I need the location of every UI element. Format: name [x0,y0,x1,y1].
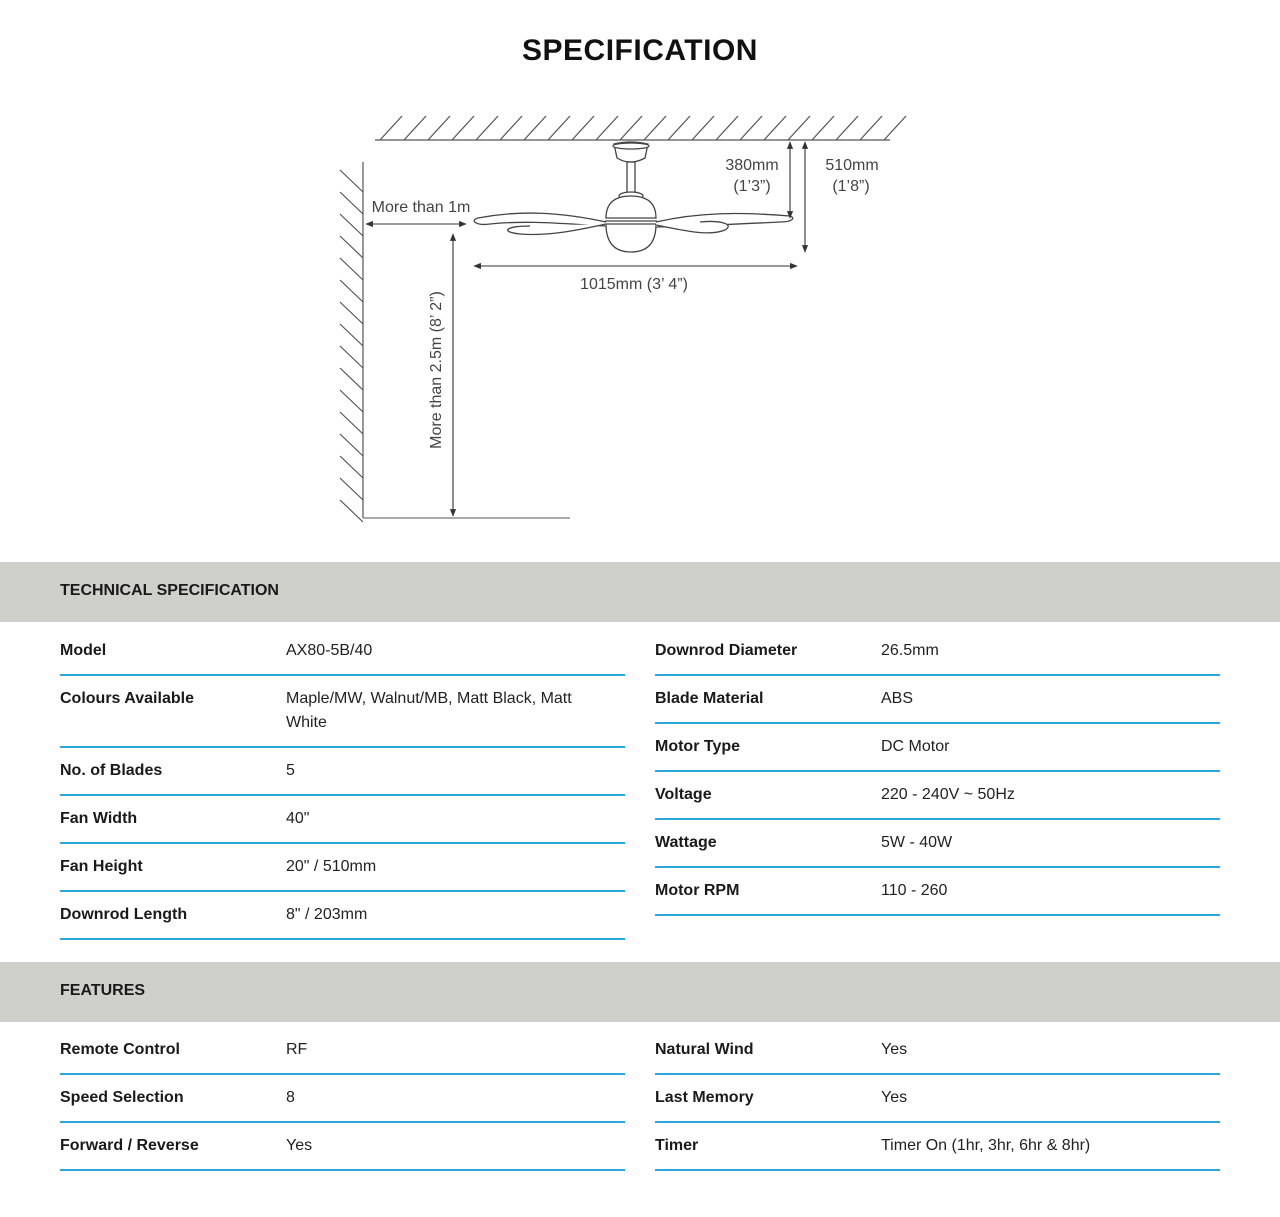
dim-label-510-imperial: (1’8”) [832,178,870,195]
dim-label-wall-clearance: More than 1m [371,199,471,216]
dim-label-width: 1015mm (3’ 4”) [580,276,688,293]
spec-row [60,1027,625,1075]
spec-value: 110 - 260 [881,882,948,899]
page-title: SPECIFICATION [522,34,758,67]
spec-label: Downrod Diameter [655,642,798,659]
features-right-column [655,1027,1220,1171]
spec-value: ABS [881,690,914,707]
spec-row [655,676,1220,724]
spec-value: Yes [881,1089,908,1106]
spec-row [60,796,625,844]
spec-label: Model [60,642,107,659]
spec-label: Forward / Reverse [60,1137,199,1154]
spec-label: Speed Selection [60,1089,184,1106]
spec-row [655,772,1220,820]
spec-label: Wattage [655,834,717,851]
spec-label: Fan Width [60,810,138,827]
spec-row [60,628,625,676]
spec-value: Yes [881,1041,908,1058]
spec-value: 20" / 510mm [286,858,377,875]
spec-label: Natural Wind [655,1041,754,1058]
spec-label: Motor Type [655,738,741,755]
spec-value: DC Motor [881,738,950,755]
spec-value: Timer On (1hr, 3hr, 6hr & 8hr) [881,1137,1091,1154]
spec-value: 5 [286,762,295,779]
spec-row [655,724,1220,772]
wall-hatch [340,162,363,522]
technical-specification-title: TECHNICAL SPECIFICATION [60,582,279,599]
dim-label-510: 510mm [825,157,879,174]
spec-row [655,820,1220,868]
technical-specification-header [0,562,1280,622]
spec-label: Last Memory [655,1089,754,1106]
spec-row [60,844,625,892]
spec-row [655,1027,1220,1075]
spec-row [60,1123,625,1171]
technical-spec-left-column [60,628,625,940]
spec-label: Fan Height [60,858,143,875]
spec-label: Motor RPM [655,882,740,899]
spec-label: Timer [655,1137,699,1154]
spec-value: 8" / 203mm [286,906,368,923]
fan-dimension-diagram [0,100,1280,540]
spec-row [655,1123,1220,1171]
features-left-column [60,1027,625,1171]
spec-value: Yes [286,1137,313,1154]
spec-row [655,868,1220,916]
spec-value: AX80-5B/40 [286,642,373,659]
spec-value: 8 [286,1089,295,1106]
spec-label: Blade Material [655,690,764,707]
dim-label-floor-clearance: More than 2.5m (8’ 2”) [428,291,445,449]
technical-spec-right-column [655,628,1220,916]
features-header [0,962,1280,1022]
spec-value: 5W - 40W [881,834,953,851]
spec-label: Voltage [655,786,712,803]
spec-row [60,892,625,940]
spec-row [60,676,625,748]
dim-label-380: 380mm [725,157,779,174]
spec-label: No. of Blades [60,762,163,779]
ceiling-hatch [375,116,906,140]
spec-row [655,628,1220,676]
spec-label: Downrod Length [60,906,188,923]
spec-value: 40" [286,810,310,827]
spec-value: Maple/MW, Walnut/MB, Matt Black, Matt White [286,690,572,731]
features-title: FEATURES [60,982,146,999]
spec-row [60,748,625,796]
spec-label: Remote Control [60,1041,180,1058]
spec-label: Colours Available [60,690,194,707]
dim-label-380-imperial: (1’3”) [733,178,771,195]
spec-value: 26.5mm [881,642,939,659]
spec-value: RF [286,1041,308,1058]
spec-row [655,1075,1220,1123]
spec-value: 220 - 240V ~ 50Hz [881,786,1015,803]
spec-row [60,1075,625,1123]
